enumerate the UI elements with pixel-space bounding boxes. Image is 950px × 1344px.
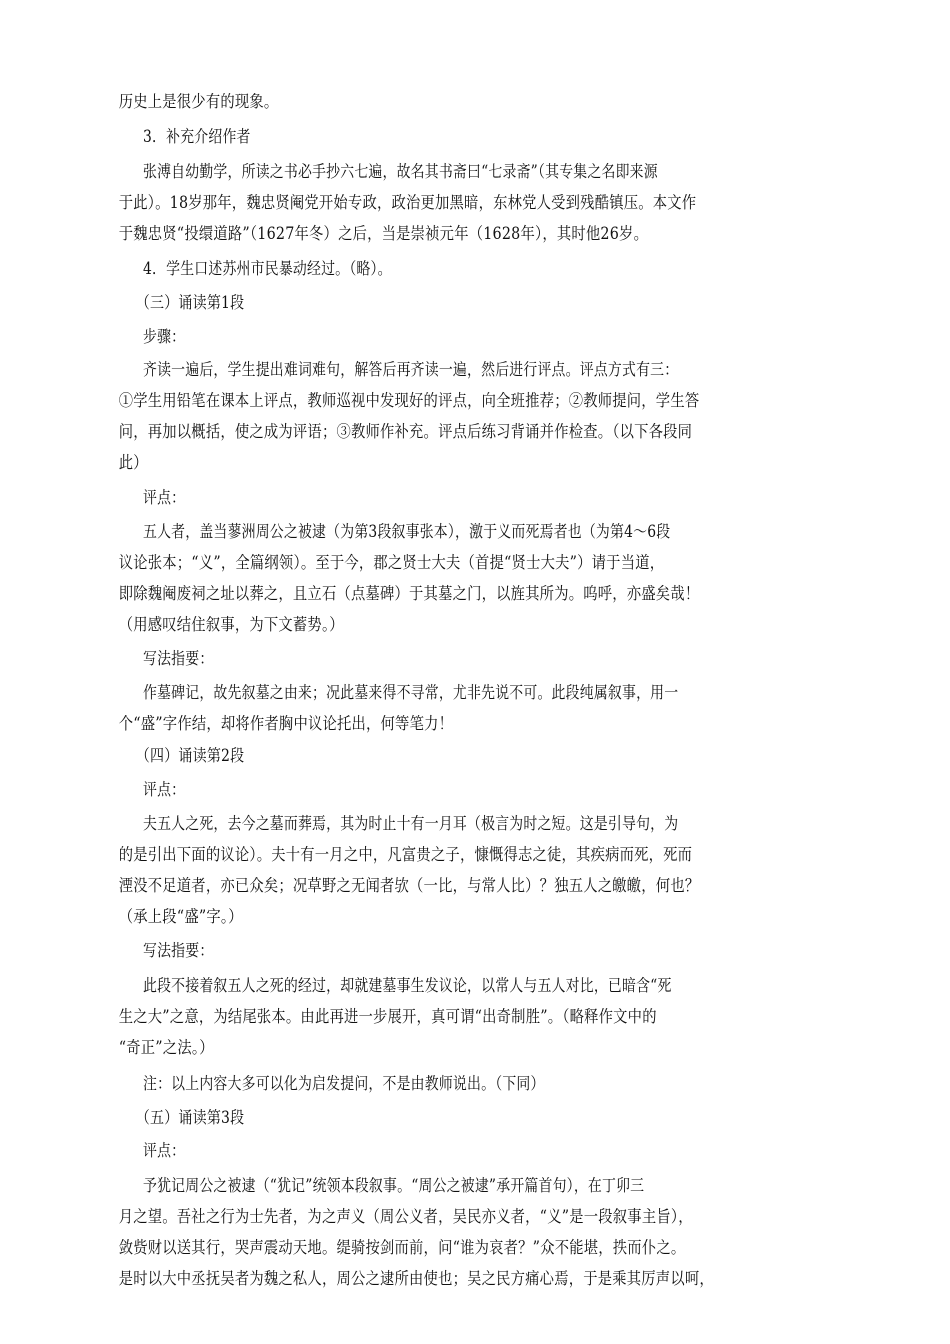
section-heading: （三）诵读第1段 xyxy=(135,293,245,312)
label-text: 写法指要： xyxy=(142,649,214,668)
section-heading: （五）诵读第3段 xyxy=(135,1108,245,1127)
text-line: 生之大”之意，为结尾张本。由此再进一步展开，真可谓“出奇制胜”。（略释作文中的 xyxy=(118,1007,657,1026)
text-line: 齐读一遍后，学生提出难词难句，解答后再齐读一遍，然后进行评点。评点方式有三： xyxy=(142,360,679,379)
section-heading: 3．补充介绍作者 xyxy=(142,127,251,146)
section-heading: 4．学生口述苏州市民暴动经过。（略）。 xyxy=(142,259,392,278)
text-line: 予犹记周公之被逮（“犹记”统领本段叙事。“周公之被逮”承开篇首句），在丁卯三 xyxy=(142,1176,645,1195)
text-line: 的是引出下面的议论）。夫十有一月之中，凡富贵之子，慷慨得志之徒，其疾病而死，死而 xyxy=(118,845,693,864)
text-line: 张溥自幼勤学，所读之书必手抄六七遍，故名其书斋曰“七录斋”（其专集之名即来源 xyxy=(142,162,658,181)
text-line: 于此）。18岁那年，魏忠贤阉党开始专政，政治更加黑暗，东林党人受到残酷镇压。本文作 xyxy=(118,193,697,212)
text-line: 于魏忠贤“投缳道路”（1627年冬）之后，当是崇祯元年（1628年），其时他26岁。 xyxy=(118,224,649,243)
text-line: 月之望。吾社之行为士先者，为之声义（周公义者，吴民亦义者，“义”是一段叙事主旨）， xyxy=(118,1207,693,1226)
note-text: 注：以上内容大多可以化为启发提问，不是由教师说出。（下同） xyxy=(142,1074,545,1093)
text-line: 湮没不足道者，亦已众矣；况草野之无闻者欤（一比，与常人比）？独五人之皦皦，何也？ xyxy=(118,876,700,895)
text-line: 历史上是很少有的现象。 xyxy=(118,92,279,111)
text-line: 此段不接着叙五人之死的经过，却就建墓事生发议论，以常人与五人对比，已暗含“死 xyxy=(142,976,672,995)
label-text: 评点： xyxy=(142,488,186,507)
label-text: 步骤： xyxy=(142,327,186,346)
text-line: （承上段“盛”字。） xyxy=(118,907,243,926)
section-heading: （四）诵读第2段 xyxy=(135,746,245,765)
text-line: 作墓碑记，故先叙墓之由来；况此墓来得不寻常，尤非先说不可。此段纯属叙事，用一 xyxy=(142,683,679,702)
text-line: 夫五人之死，去今之墓而葬焉，其为时止十有一月耳（极言为时之短。这是引导句，为 xyxy=(142,814,679,833)
text-line: “奇正”之法。） xyxy=(118,1038,214,1057)
label-text: 评点： xyxy=(142,1141,186,1160)
text-line: 是时以大中丞抚吴者为魏之私人，周公之逮所由使也；吴之民方痛心焉，于是乘其厉声以呵， xyxy=(118,1269,714,1288)
text-line: 问，再加以概括，使之成为评语；③教师作补充。评点后练习背诵并作检查。（以下各段同 xyxy=(118,422,693,441)
text-line: 即除魏阉废祠之址以葬之，且立石（点墓碑）于其墓之门，以旌其所为。呜呼，亦盛矣哉！ xyxy=(118,584,700,603)
label-text: 评点： xyxy=(142,780,186,799)
text-line: 敛赀财以送其行，哭声震动天地。缇骑按剑而前，问“谁为哀者？”众不能堪，抶而仆之。 xyxy=(118,1238,686,1257)
text-line: 此） xyxy=(118,453,148,472)
text-line: 个“盛”字作结，却将作者胸中议论托出，何等笔力！ xyxy=(118,714,454,733)
text-line: 五人者，盖当蓼洲周公之被逮（为第3段叙事张本），激于义而死焉者也（为第4～6段 xyxy=(142,522,671,541)
text-line: （用感叹结住叙事，为下文蓄势。） xyxy=(118,615,344,634)
label-text: 写法指要： xyxy=(142,941,214,960)
text-line: ①学生用铅笔在课本上评点，教师巡视中发现好的评点，向全班推荐；②教师提问，学生答 xyxy=(118,391,700,410)
text-line: 议论张本；“义”，全篇纲领）。至于今，郡之贤士大夫（首提“贤士大夫”）请于当道， xyxy=(118,553,665,572)
